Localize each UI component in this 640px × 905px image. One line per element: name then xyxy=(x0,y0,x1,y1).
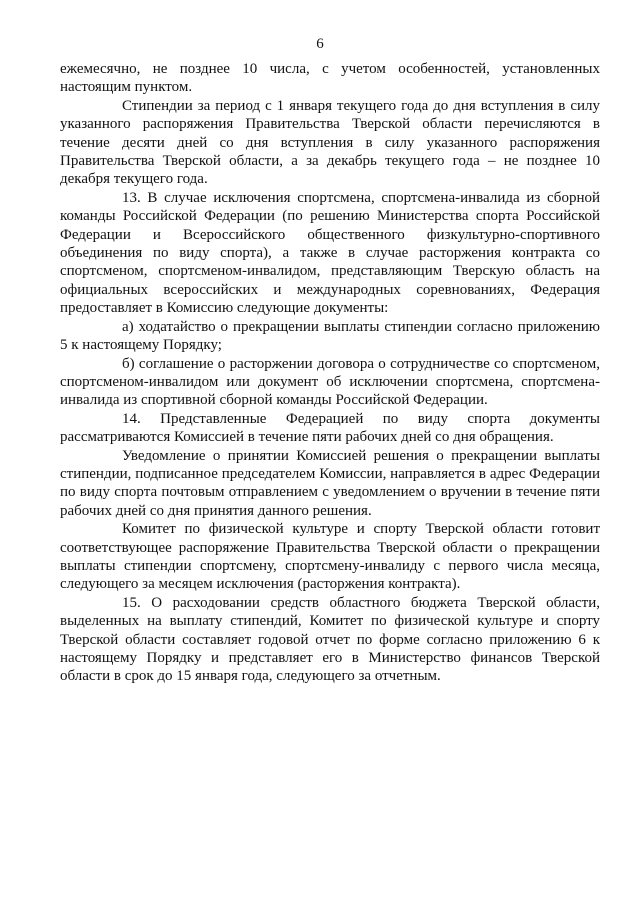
paragraph-notification: Уведомление о принятии Комиссией решения о прекращении выплаты стипендии, подписанное председателем Комиссии, направляется в адрес Федерации по виду спорта почтовым отправлением с уведомлением о вручении в течение пяти рабочих дней со дня принятия данного решения. xyxy=(60,447,600,519)
page-number: 6 xyxy=(316,36,324,52)
paragraph-item-13a: а) ходатайство о прекращении выплаты стипендии согласно приложению 5 к настоящему Порядку; xyxy=(60,318,600,354)
paragraph-item-13b: б) соглашение о расторжении договора о сотрудничестве со спортсменом, спортсменом-инвалидом или документ об исключении спортсмена, спортсмена-инвалида из спортивной сборной команды Российской Федерации. xyxy=(60,355,600,409)
paragraph-item-14: 14. Представленные Федерацией по виду спорта документы рассматриваются Комиссией в течение пяти рабочих дней со дня обращения. xyxy=(60,410,600,446)
paragraph-stipend-period: Стипендии за период с 1 января текущего года до дня вступления в силу указанного распоряжения Правительства Тверской области перечисляются в течение десяти дней со дня вступления в силу указанного распоряжения Правительства Тверской области, а за декабрь текущего года – не позднее 10 декабря текущего года. xyxy=(60,97,600,188)
paragraph-continuation: ежемесячно, не позднее 10 числа, с учетом особенностей, установленных настоящим пунктом. xyxy=(60,61,600,96)
paragraph-item-13: 13. В случае исключения спортсмена, спортсмена-инвалида из сборной команды Российской Федерации (по решению Министерства спорта Российской Федерации и Всероссийского общественного физкультурно-спортивного объединения по виду спорта), а также в случае расторжения контракта со спортсменом, спортсменом-инвалидом, представляющим Тверскую область на официальных всероссийских и международных соревнованиях, Федерация предоставляет в Комиссию следующие документы: xyxy=(60,189,600,317)
paragraph-item-15: 15. О расходовании средств областного бюджета Тверской области, выделенных на выплату стипендий, Комитет по физической культуре и спорту Тверской области составляет годовой отчет по форме согласно приложению 6 к настоящему Порядку и представляет его в Министерство финансов Тверской области в срок до 15 января года, следующего за отчетным. xyxy=(60,594,600,685)
paragraph-committee-order: Комитет по физической культуре и спорту Тверской области готовит соответствующее распоряжение Правительства Тверской области о прекращении выплаты стипендии спортсмену, спортсмену-инвалиду с первого числа месяца, следующего за месяцем исключения (расторжения контракта). xyxy=(60,521,600,593)
document-body xyxy=(60,60,600,686)
